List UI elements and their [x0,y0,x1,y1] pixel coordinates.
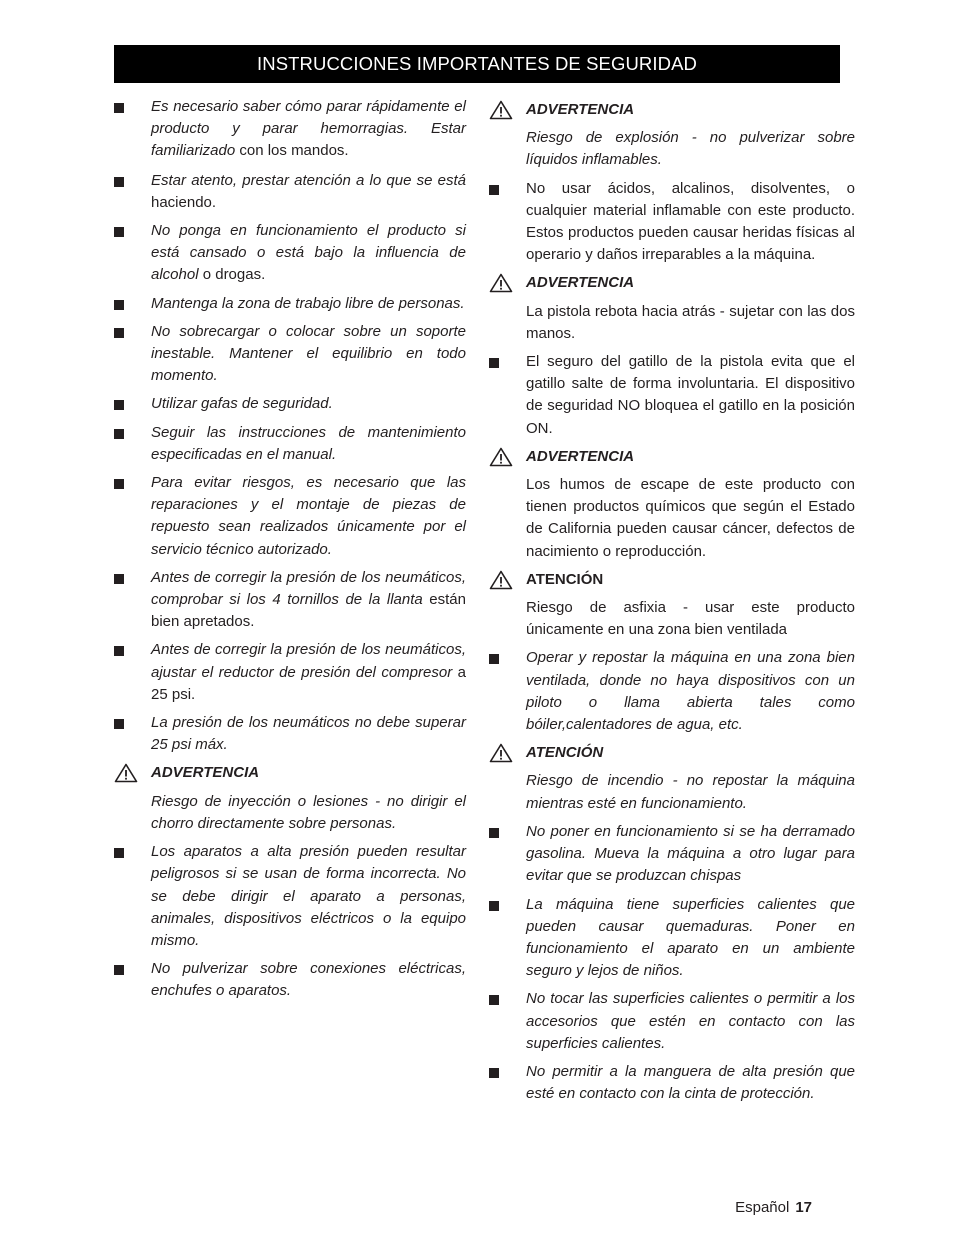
left-column [114,90,466,1003]
page-number: 17 [795,1199,812,1216]
warning-triangle-icon [489,447,513,467]
section-header [114,45,840,83]
warning-title: ADVERTENCIA [526,101,635,118]
footer-language: Español [735,1199,790,1216]
list-item [114,639,466,706]
list-item-text [526,821,855,888]
text-run: Seguir las instrucciones de mantenimiento especificadas en el manual. [151,423,466,463]
square-bullet-icon [489,185,499,195]
warning-block [489,446,855,563]
right-column [489,93,855,1105]
warning-title: ATENCIÓN [526,744,604,762]
warning-block [489,99,855,172]
square-bullet-icon [114,719,124,729]
text-run: Estar atento, prestar atención a lo que se está [151,171,466,189]
warning-text [526,301,855,345]
list-item-text [151,472,466,561]
warning-text [526,597,855,641]
square-bullet-icon [489,1068,499,1078]
square-bullet-icon [114,429,124,439]
section-title: INSTRUCCIONES IMPORTANTES DE SEGURIDAD [257,53,697,74]
square-bullet-icon [114,574,124,584]
square-bullet-icon [489,828,499,838]
list-item [114,96,466,163]
square-bullet-icon [114,965,124,975]
text-run: Riesgo de explosión - no pulverizar sobre líquidos inflamables. [526,129,855,169]
warning-block [489,742,855,815]
square-bullet-icon [489,358,499,368]
warning-text [151,791,466,835]
text-run: Es necesario saber cómo parar rápidamente el producto y parar hemorragias. Estar familiarizado [151,98,466,160]
list-item-text [526,647,855,736]
list-item-text [151,321,466,388]
list-item-text [526,351,855,440]
text-run: Los humos de escape de este producto con tienen productos químicos que según el Estado de California pueden causar cáncer, defectos de nacimiento o reproducción. [526,476,855,560]
list-item [114,220,466,287]
list-item [114,422,466,466]
text-run: No ponga en funcionamiento el producto si está cansado o está bajo la influencia de alcohol [151,222,466,284]
text-run: No pulverizar sobre conexiones eléctricas, enchufes o aparatos. [151,960,466,1000]
warning-title: ADVERTENCIA [526,274,635,292]
square-bullet-icon [489,995,499,1005]
warning-title: ATENCIÓN [526,570,604,588]
list-item-text [526,894,855,983]
warning-title: ADVERTENCIA [526,447,635,465]
warning-title: ADVERTENCIA [151,764,260,782]
list-item [114,321,466,388]
list-item [114,841,466,952]
warning-text [526,127,855,171]
text-run: No usar ácidos, alcalinos, disolventes, o cualquier material inflamable con este producto. Estos productos pueden causar heridas físicas al operario y daños irreparables a la máquina. [526,179,855,264]
text-run: Mantenga la zona de trabajo libre de personas. [151,294,465,312]
list-item [489,1061,855,1105]
warning-text [526,474,855,563]
square-bullet-icon [489,901,499,911]
list-item [489,821,855,888]
warning-block [489,569,855,642]
text-run: El seguro del gatillo de la pistola evita que el gatillo salte de forma involuntaria. El dispositivo de seguridad NO bloquea el gatillo en la posición ON. [526,353,855,437]
warning-block [114,762,466,835]
text-run: Riesgo de incendio - no repostar la máquina mientras esté en funcionamiento. [526,772,855,812]
square-bullet-icon [114,479,124,489]
list-item [114,393,466,415]
text-run: No poner en funcionamiento si se ha derramado gasolina. Mueva la máquina a otro lugar para evitar que se produzcan chispas [526,822,855,885]
list-item [114,958,466,1002]
list-item-text [151,293,466,315]
text-run: La pistola rebota hacia atrás - sujetar con las dos manos. [526,302,855,342]
text-run: Antes de corregir la presión de los neumáticos, comprobar si los 4 tornillos de la llanta [151,568,466,609]
list-item-text [526,1061,855,1105]
list-item [114,712,466,756]
list-item-text [151,393,466,415]
text-run: Antes de corregir la presión de los neumáticos, ajustar el reductor de presión del compresor [151,641,466,681]
warning-triangle-icon [114,763,138,783]
list-item-text [151,170,466,214]
square-bullet-icon [114,646,124,656]
square-bullet-icon [114,227,124,237]
text-run: Para evitar riesgos, es necesario que las reparaciones y el montaje de piezas de repuesto sean realizados únicamente por el servicio técnico autorizado. [151,474,466,558]
list-item-text [151,639,466,706]
text-run: a 25 psi. [151,663,466,703]
list-item-text [526,988,855,1055]
warning-text [526,770,855,814]
square-bullet-icon [114,103,124,113]
list-item-text [151,220,466,287]
text-run: o drogas. [198,266,266,284]
square-bullet-icon [114,848,124,858]
list-item-text [151,712,466,756]
text-run: Riesgo de asfixia - usar este producto únicamente en una zona bien ventilada [526,599,855,639]
list-item-text [151,96,466,163]
list-item-text [151,958,466,1002]
text-run: con los mandos. [235,142,349,160]
square-bullet-icon [114,328,124,338]
text-run: La máquina tiene superficies calientes que pueden causar quemaduras. Poner en funcionamiento el aparato en un ambiente seguro y lejos de niños. [526,895,855,980]
text-run: Operar y repostar la máquina en una zona bien ventilada, donde no haya dispositivos con un piloto o llama abierta tales como bóiler,calentadores de agua, etc. [526,649,855,734]
warning-block [489,272,855,345]
list-item-text [151,841,466,952]
list-item-text [526,178,855,267]
list-item-text [151,567,466,634]
list-item [489,178,855,267]
list-item-text [151,422,466,466]
list-item [114,567,466,634]
text-run: Utilizar gafas de seguridad. [151,395,333,413]
warning-triangle-icon [489,100,513,120]
page-footer [735,1199,812,1216]
square-bullet-icon [114,177,124,187]
warning-triangle-icon [489,570,513,590]
square-bullet-icon [114,400,124,410]
square-bullet-icon [114,300,124,310]
list-item [489,988,855,1055]
warning-triangle-icon [489,743,513,763]
text-run: No tocar las superficies calientes o permitir a los accesorios que estén en contacto con las superficies calientes. [526,990,855,1052]
text-run: Los aparatos a alta presión pueden resultar peligrosos si se usan de forma incorrecta. No se debe dirigir el aparato a personas, animales, dispositivos eléctricos o la equipo mismo. [151,843,466,949]
list-item [114,472,466,561]
text-run: Riesgo de inyección o lesiones - no dirigir el chorro directamente sobre personas. [151,792,466,832]
text-run: La presión de los neumáticos no debe superar 25 psi máx. [151,714,466,754]
square-bullet-icon [489,654,499,664]
text-run: están bien apretados. [151,591,466,631]
list-item [489,351,855,440]
text-run: No sobrecargar o colocar sobre un soporte inestable. Mantener el equilibrio en todo momento. [151,322,466,385]
warning-triangle-icon [489,273,513,293]
text-run: haciendo. [151,193,217,211]
list-item [489,647,855,736]
list-item [114,170,466,214]
text-run: No permitir a la manguera de alta presión que esté en contacto con la cinta de protección. [526,1062,855,1103]
list-item [114,293,466,315]
list-item [489,894,855,983]
